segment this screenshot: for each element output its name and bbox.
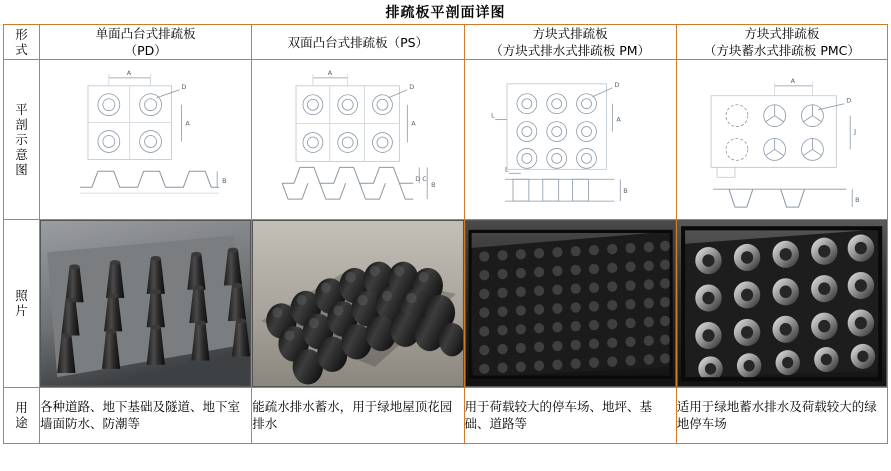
photo-ps [252, 220, 463, 387]
diagram-pd-svg [40, 60, 251, 219]
table-row-diagrams [4, 60, 888, 220]
svg-text:D: D [415, 175, 421, 184]
svg-text:C: C [422, 175, 427, 184]
photo-pm [465, 220, 676, 387]
diagram-ps-svg [252, 60, 463, 219]
svg-text:D: D [181, 82, 187, 91]
photo-pd [40, 220, 251, 387]
svg-text:B: B [431, 181, 436, 190]
photo-ps-render [253, 221, 462, 386]
column-header-pd: 单面凸台式排疏板 （PD） [40, 25, 252, 60]
svg-text:A: A [615, 115, 621, 124]
svg-text:B: B [854, 196, 860, 205]
table-row-uses [4, 387, 888, 443]
photo-cell-ps [252, 220, 464, 388]
use-text-pm: 用于荷载较大的停车场、地坪、基础、道路等 [464, 387, 676, 443]
row-label-form-char-2: 式 [15, 42, 28, 57]
photo-cell-pd [40, 220, 252, 388]
column-header-pmc: 方块式排疏板 （方块蓄水式排疏板 PMC） [676, 25, 887, 60]
row-label-use: 用 途 [4, 387, 40, 443]
table-row-header [4, 25, 888, 60]
row-label-section: 平 剖 示 意 图 [4, 60, 40, 220]
row-label-form [4, 25, 40, 60]
svg-text:B: B [622, 187, 628, 196]
svg-text:A: A [328, 68, 333, 77]
diagram-pm [464, 60, 676, 220]
use-text-ps: 能疏水排水蓄水，用于绿地屋顶花园排水 [252, 387, 464, 443]
row-label-form-char-1: 形 [15, 27, 28, 42]
svg-text:D: D [409, 82, 415, 91]
diagram-pmc [676, 60, 887, 220]
svg-text:D: D [845, 96, 851, 105]
diagram-pd [40, 60, 252, 220]
use-text-pmc: 适用于绿地蓄水排水及荷载较大的绿地停车场 [676, 387, 887, 443]
svg-text:L: L [490, 111, 495, 120]
page-title: 排疏板平剖面详图 [385, 5, 506, 21]
column-header-pm: 方块式排疏板 （方块式排水式排疏板 PM） [464, 25, 676, 60]
photo-pmc-render [678, 221, 886, 386]
photo-cell-pm [464, 220, 676, 388]
svg-text:J: J [853, 127, 856, 136]
photo-pd-render [41, 221, 250, 386]
column-header-ps: 双面凸台式排疏板（PS） [252, 25, 464, 60]
diagram-pmc-svg [677, 60, 887, 219]
photo-pm-render [466, 221, 675, 386]
svg-text:L: L [504, 165, 509, 174]
svg-text:D: D [613, 80, 619, 89]
svg-text:A: A [411, 119, 416, 128]
row-label-photo: 照 片 [4, 220, 40, 388]
diagram-pm-svg [465, 60, 676, 219]
photo-pmc [677, 220, 887, 387]
svg-text:A: A [185, 119, 190, 128]
diagram-ps [252, 60, 464, 220]
svg-text:B: B [222, 177, 227, 186]
svg-text:A: A [790, 76, 795, 85]
spec-table [3, 24, 888, 444]
use-text-pd: 各种道路、地下基础及隧道、地下室墙面防水、防潮等 [40, 387, 252, 443]
svg-text:A: A [126, 68, 132, 77]
photo-cell-pmc [676, 220, 887, 388]
table-row-photos [4, 220, 888, 388]
